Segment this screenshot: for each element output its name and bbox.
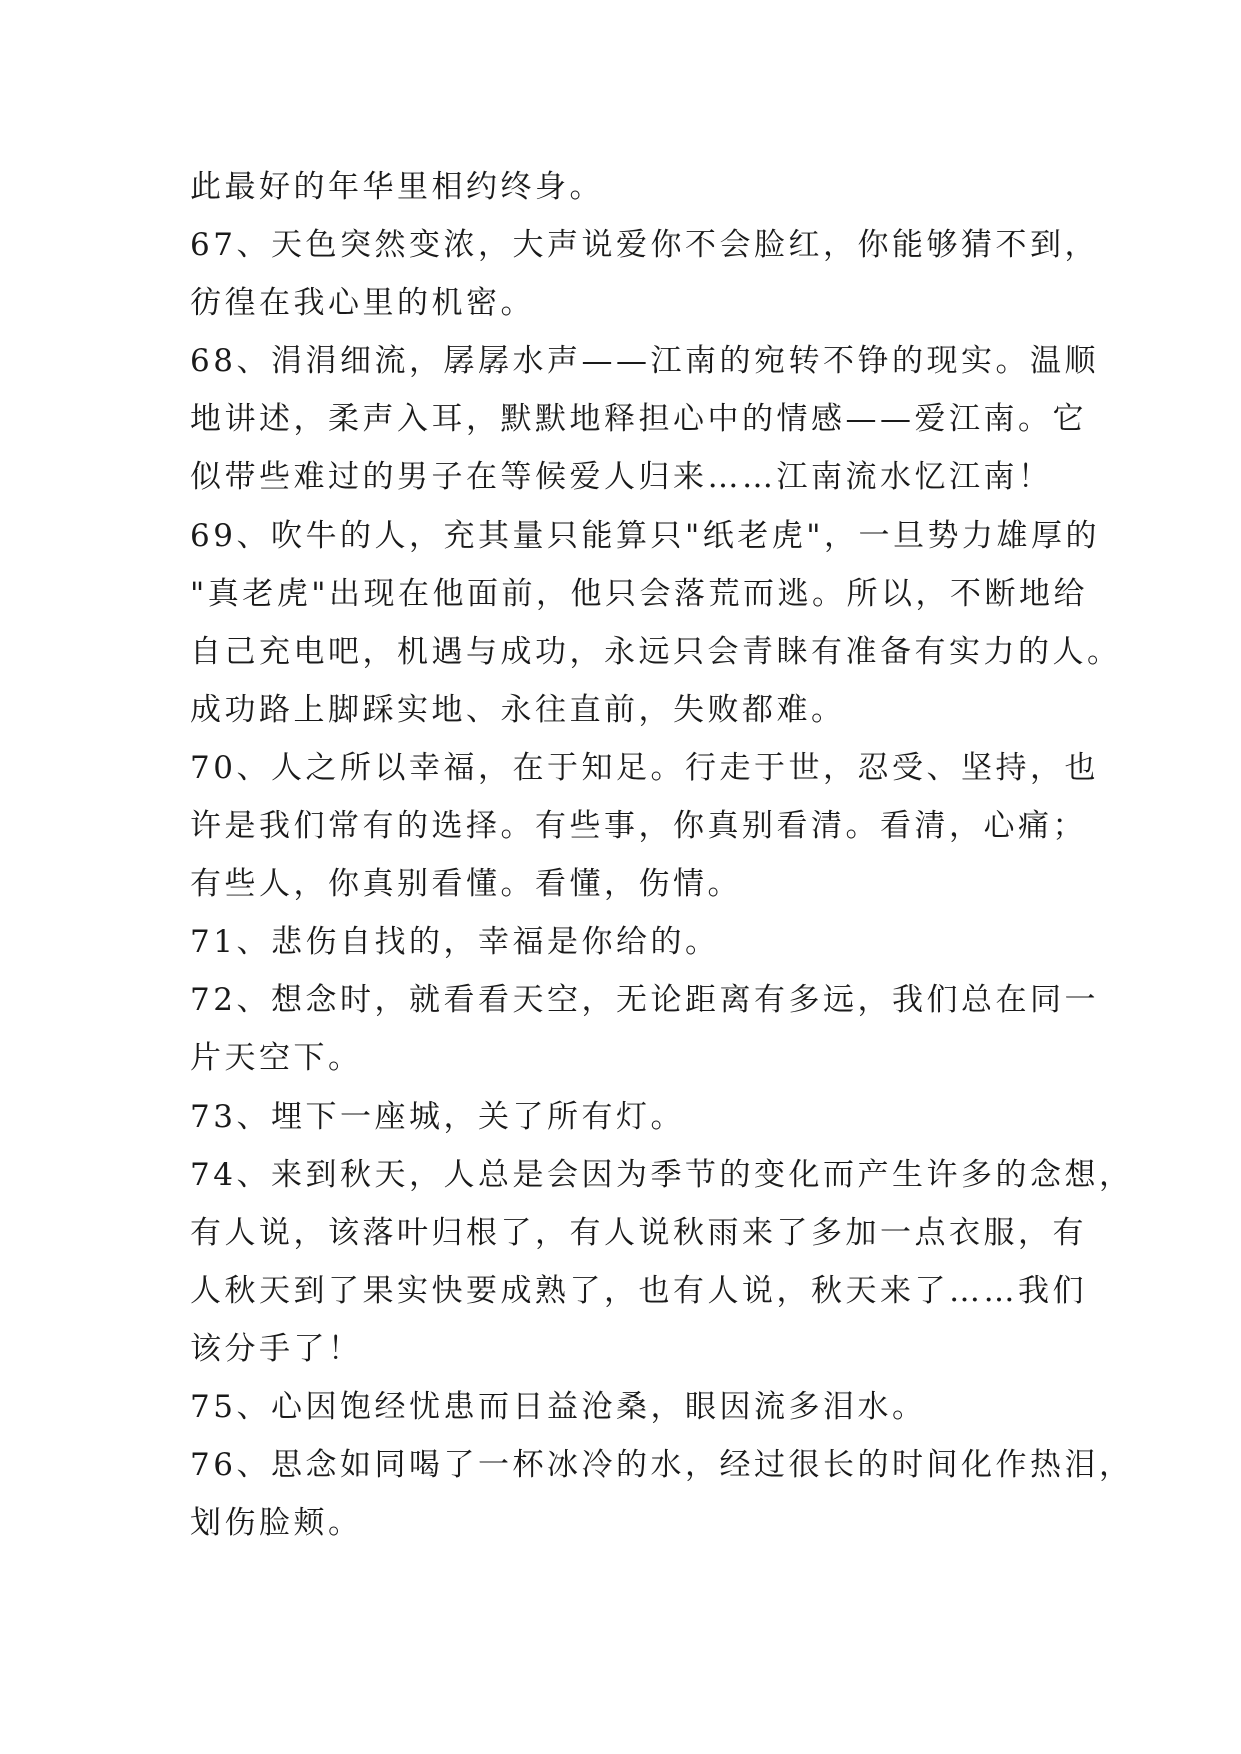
text-line: 人秋天到了果实快要成熟了，也有人说，秋天来了……我们 — [190, 1272, 1087, 1309]
text-line: 75、心因饱经忧患而日益沧桑，眼因流多泪水。 — [190, 1388, 927, 1425]
text-line: 68、涓涓细流，孱孱水声——江南的宛转不铮的现实。温顺 — [190, 343, 1099, 380]
text-line: 自己充电吧，机遇与成功，永远只会青睐有准备有实力的人。 — [190, 633, 1122, 670]
document-body — [190, 158, 1134, 1552]
text-line: 片天空下。 — [190, 1040, 363, 1077]
text-line: "真老虎"出现在他面前，他只会落荒而逃。所以，不断地给 — [190, 575, 1089, 612]
text-line: 彷徨在我心里的机密。 — [190, 285, 535, 322]
text-line: 划伤脸颊。 — [190, 1505, 363, 1542]
text-line: 地讲述，柔声入耳，默默地释担心中的情感——爱江南。它 — [190, 401, 1087, 438]
text-line: 67、天色突然变浓，大声说爱你不会脸红，你能够猜不到， — [190, 227, 1099, 264]
text-line: 成功路上脚踩实地、永往直前，失败都难。 — [190, 691, 846, 728]
text-line: 70、人之所以幸福，在于知足。行走于世，忍受、坚持，也 — [190, 749, 1099, 786]
text-line: 71、悲伤自找的，幸福是你给的。 — [190, 924, 720, 961]
text-line: 有些人，你真别看懂。看懂，伤情。 — [190, 866, 742, 903]
text-line: 76、思念如同喝了一杯冰冷的水，经过很长的时间化作热泪， — [190, 1447, 1134, 1484]
text-line: 73、埋下一座城，关了所有灯。 — [190, 1098, 685, 1135]
text-line: 许是我们常有的选择。有些事，你真别看清。看清，心痛； — [190, 808, 1087, 845]
text-line: 72、想念时，就看看天空，无论距离有多远，我们总在同一 — [190, 982, 1099, 1019]
text-line: 69、吹牛的人，充其量只能算只"纸老虎"，一旦势力雄厚的 — [190, 517, 1100, 554]
text-line: 似带些难过的男子在等候爱人归来……江南流水忆江南！ — [190, 459, 1053, 496]
text-line: 74、来到秋天，人总是会因为季节的变化而产生许多的念想， — [190, 1156, 1134, 1193]
text-line: 有人说，该落叶归根了，有人说秋雨来了多加一点衣服，有 — [190, 1214, 1087, 1251]
text-line: 该分手了！ — [190, 1330, 363, 1367]
text-line: 此最好的年华里相约终身。 — [190, 169, 604, 205]
